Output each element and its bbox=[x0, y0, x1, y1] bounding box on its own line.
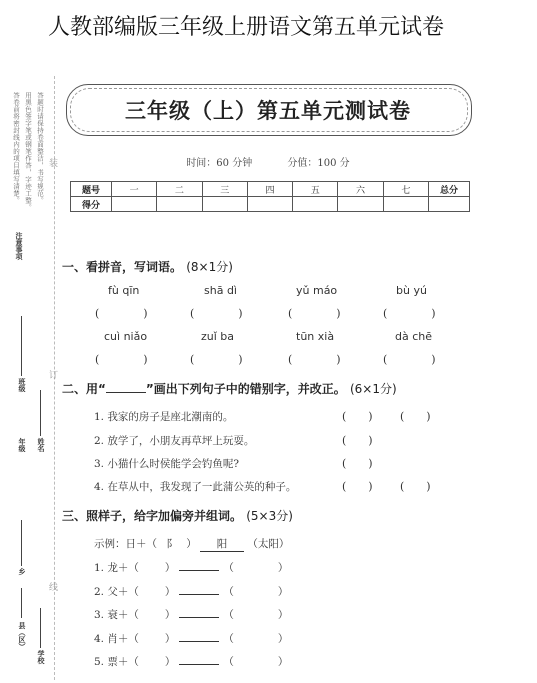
exam-meta bbox=[66, 154, 470, 169]
pinyin: zuǐ ba bbox=[201, 330, 235, 343]
score-table-score-row bbox=[71, 197, 470, 212]
score-cell[interactable] bbox=[293, 197, 338, 212]
table-cell: 六 bbox=[338, 182, 383, 197]
section-2-text-b: ”画出下列句子中的错别字，并改正。 bbox=[145, 382, 346, 396]
margin-note-3: 答题时请保持卷面整洁，书写规范。 bbox=[36, 92, 44, 204]
char-blank[interactable] bbox=[179, 617, 219, 618]
underline-sample bbox=[106, 383, 146, 393]
score-cell[interactable] bbox=[429, 197, 470, 212]
pinyin: bù yú bbox=[396, 284, 427, 297]
section-3-score: (5×3分) bbox=[246, 509, 293, 523]
answer-blank[interactable]: ( ) bbox=[383, 353, 436, 366]
answer-blank[interactable]: ( ) bbox=[95, 353, 148, 366]
sentence-item: 3. 小猫什么时侯能学会钓鱼呢? bbox=[94, 458, 239, 470]
radical-item bbox=[94, 584, 288, 599]
answer-blank[interactable]: ( ) bbox=[95, 307, 148, 320]
fold-mark-3: 线 bbox=[49, 583, 59, 593]
close-paren: ） bbox=[277, 656, 289, 668]
pinyin: shā dì bbox=[204, 284, 237, 297]
table-cell: 三 bbox=[202, 182, 247, 197]
answer-blank[interactable]: ( ) bbox=[342, 434, 373, 447]
pinyin: fù qīn bbox=[108, 284, 140, 297]
school-line bbox=[40, 608, 41, 648]
open-paren: （ bbox=[223, 562, 234, 574]
exam-score: 分值：100 分 bbox=[287, 158, 350, 169]
table-cell: 二 bbox=[157, 182, 202, 197]
char-blank[interactable] bbox=[179, 570, 219, 571]
notes-title: 注意事项 bbox=[15, 232, 23, 260]
answer-blank[interactable]: ( ) bbox=[190, 353, 243, 366]
table-cell: 得分 bbox=[71, 197, 112, 212]
pinyin: dà chē bbox=[395, 330, 433, 343]
example-label: 示例：日＋（ bbox=[94, 538, 157, 550]
document-heading: 人教部编版三年级上册语文第五单元试卷 bbox=[48, 15, 445, 40]
pinyin: cuì niǎo bbox=[104, 330, 148, 343]
section-1-text: 一、看拼音，写词语。 bbox=[62, 260, 183, 274]
open-paren: （ bbox=[223, 633, 234, 645]
radical-item bbox=[94, 631, 288, 646]
close-paren: ） bbox=[164, 609, 176, 621]
radical-item bbox=[94, 560, 288, 575]
section-2-text-a: 二、用“ bbox=[62, 382, 106, 396]
school-label: 学校 bbox=[37, 650, 45, 664]
score-cell[interactable] bbox=[157, 197, 202, 212]
answer-blank[interactable]: ( ) bbox=[190, 307, 243, 320]
sentence-item: 4. 在草从中，我发现了一此蒲公英的种子。 bbox=[94, 481, 297, 493]
answer-blank[interactable]: ( ) bbox=[400, 480, 431, 493]
answer-blank[interactable]: ( ) bbox=[342, 410, 373, 423]
fold-mark-2: 订 bbox=[49, 371, 59, 381]
example-row bbox=[94, 536, 289, 552]
radical-item bbox=[94, 654, 288, 669]
example-group: （太阳） bbox=[247, 538, 290, 550]
score-cell[interactable] bbox=[247, 197, 292, 212]
county-line bbox=[21, 588, 22, 618]
char-blank[interactable] bbox=[179, 664, 219, 665]
name-label: 姓名 bbox=[37, 438, 45, 452]
score-cell[interactable] bbox=[383, 197, 428, 212]
close-paren: ） bbox=[164, 656, 176, 668]
radical-item-text: 5. 票＋（ bbox=[94, 656, 139, 668]
example-word-char: 阳 bbox=[200, 536, 244, 552]
table-cell: 七 bbox=[383, 182, 428, 197]
answer-blank[interactable]: ( ) bbox=[400, 410, 431, 423]
answer-blank[interactable]: ( ) bbox=[342, 480, 373, 493]
score-table-header-row bbox=[71, 182, 470, 197]
exam-time: 时间：60 分钟 bbox=[186, 158, 253, 169]
radical-item-text: 2. 父＋（ bbox=[94, 586, 139, 598]
grade-label: 年级 bbox=[18, 438, 26, 452]
close-paren: ） bbox=[277, 586, 289, 598]
close-paren: ） bbox=[277, 562, 289, 574]
margin-note-2: 用黑色签字笔或钢笔作答，字迹工整。 bbox=[24, 92, 32, 211]
table-cell: 四 bbox=[247, 182, 292, 197]
section-3-text: 三、照样子，给字加偏旁并组词。 bbox=[62, 509, 243, 523]
table-cell: 一 bbox=[112, 182, 157, 197]
table-cell: 题号 bbox=[71, 182, 112, 197]
score-cell[interactable] bbox=[112, 197, 157, 212]
answer-blank[interactable]: ( ) bbox=[383, 307, 436, 320]
section-2-score: (6×1分) bbox=[349, 382, 397, 396]
example-close: ） bbox=[186, 538, 197, 550]
exam-title: 三年级（上）第五单元测试卷 bbox=[125, 99, 411, 123]
score-table bbox=[70, 181, 470, 212]
radical-item bbox=[94, 607, 288, 622]
close-paren: ） bbox=[164, 633, 176, 645]
sentence-item: 2. 放学了，小朋友再草坪上玩耍。 bbox=[94, 435, 255, 447]
name-line bbox=[40, 390, 41, 436]
answer-blank[interactable]: ( ) bbox=[288, 307, 341, 320]
table-cell: 五 bbox=[293, 182, 338, 197]
radical-item-text: 1. 龙＋（ bbox=[94, 562, 139, 574]
open-paren: （ bbox=[223, 609, 234, 621]
close-paren: ） bbox=[277, 633, 289, 645]
section-2-title bbox=[62, 380, 397, 397]
example-radical: 阝 bbox=[166, 538, 177, 550]
table-cell: 总分 bbox=[429, 182, 470, 197]
close-paren: ） bbox=[164, 586, 176, 598]
county-label: 县（区） bbox=[18, 622, 26, 650]
char-blank[interactable] bbox=[179, 594, 219, 595]
radical-item-text: 4. 肖＋（ bbox=[94, 633, 139, 645]
section-1-score: (8×1分) bbox=[186, 260, 233, 274]
char-blank[interactable] bbox=[179, 641, 219, 642]
town-line bbox=[21, 520, 22, 566]
fold-mark-1: 装 bbox=[49, 159, 59, 169]
open-paren: （ bbox=[223, 586, 234, 598]
class-line bbox=[21, 316, 22, 376]
pinyin: yǔ máo bbox=[296, 284, 338, 297]
answer-blank[interactable]: ( ) bbox=[342, 457, 373, 470]
close-paren: ） bbox=[277, 609, 289, 621]
open-paren: （ bbox=[223, 656, 234, 668]
sentence-item: 1. 我家的房子是座北潮南的。 bbox=[94, 411, 234, 423]
section-1-title bbox=[62, 258, 233, 275]
answer-blank[interactable]: ( ) bbox=[288, 353, 341, 366]
class-label: 班级 bbox=[18, 378, 26, 392]
radical-item-text: 3. 衰＋（ bbox=[94, 609, 139, 621]
section-3-title bbox=[62, 507, 293, 524]
pinyin: tūn xià bbox=[296, 330, 335, 343]
score-cell[interactable] bbox=[202, 197, 247, 212]
score-cell[interactable] bbox=[338, 197, 383, 212]
close-paren: ） bbox=[164, 562, 176, 574]
margin-note-1: 答卷前将密封线内的项目填写清楚。 bbox=[12, 92, 20, 204]
town-label: 乡 bbox=[18, 568, 26, 575]
